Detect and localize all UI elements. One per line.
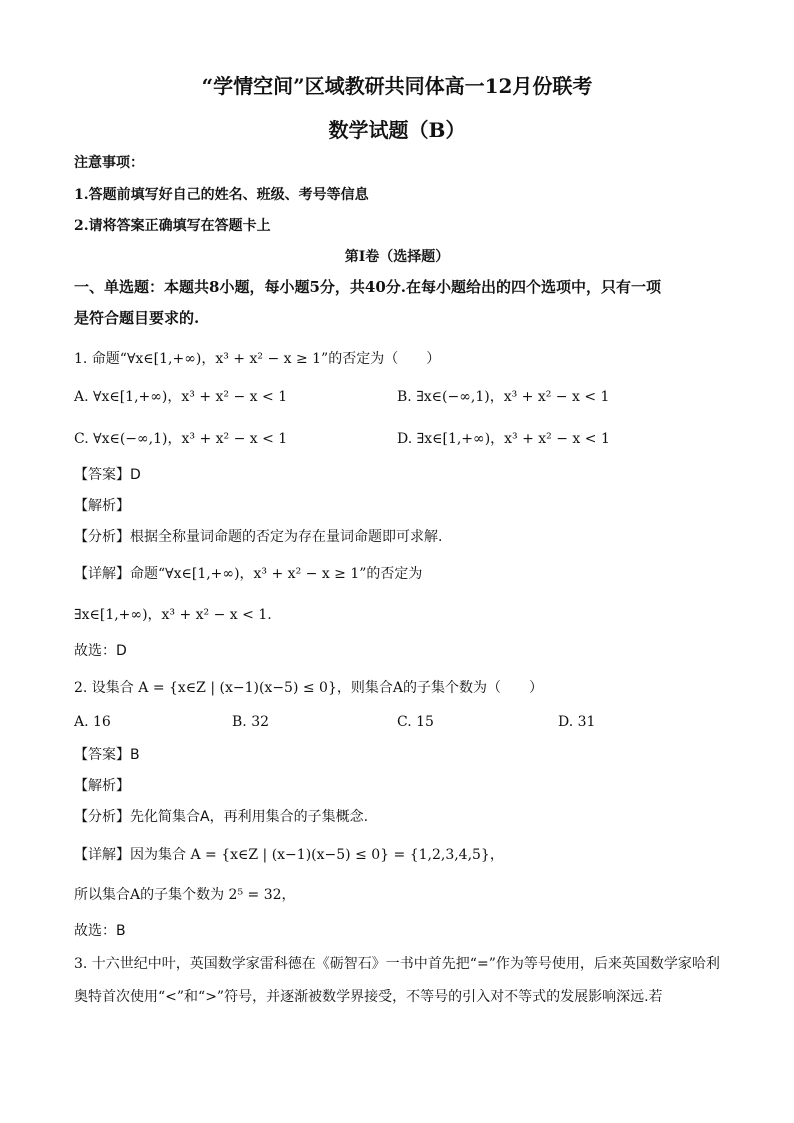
- q1-option-d: D. ∃x∈[1,+∞)，x³ + x² − x < 1: [397, 431, 610, 447]
- exam-title: “学情空间”区域教研共同体高一12月份联考: [201, 74, 593, 98]
- q2-stem: 2. 设集合 A = {x∈Z | (x−1)(x−5) ≤ 0}，则集合A的子集个数为（ ）: [74, 680, 543, 696]
- notice-heading: 注意事项：: [74, 155, 144, 171]
- q1-detail-line-1: 【详解】命题“∀x∈[1,+∞)，x³ + x² − x ≥ 1”的否定为: [74, 566, 423, 582]
- section-instruction-line-1: 一、单选题：本题共8小题，每小题5分，共40分.在每小题给出的四个选项中，只有一项: [74, 278, 661, 296]
- q1-option-b: B. ∃x∈(−∞,1)，x³ + x² − x < 1: [397, 389, 610, 405]
- q1-fenxi: 【分析】根据全称量词命题的否定为存在量词命题即可求解.: [74, 529, 443, 545]
- q1-option-c: C. ∀x∈(−∞,1)，x³ + x² − x < 1: [74, 431, 288, 447]
- q2-option-d: D. 31: [558, 714, 596, 730]
- exam-subtitle: 数学试题（B）: [328, 118, 466, 142]
- q1-analysis-tag: 【解析】: [74, 498, 130, 514]
- q1-choose: 故选：D: [74, 643, 127, 659]
- q2-detail-line-1: 【详解】因为集合 A = {x∈Z | (x−1)(x−5) ≤ 0} = {1,2,3,4,5}，: [74, 847, 504, 863]
- q3-line-2: 奥特首次使用“<”和“>”符号，并逐渐被数学界接受，不等号的引入对不等式的发展影响深远.若: [74, 989, 663, 1005]
- q2-detail-line-2: 所以集合A的子集个数为 2⁵ = 32，: [74, 887, 296, 903]
- q1-stem: 1. 命题“∀x∈[1,+∞)，x³ + x² − x ≥ 1”的否定为（ ）: [74, 351, 441, 367]
- q2-answer: 【答案】B: [74, 747, 140, 763]
- q2-option-c: C. 15: [397, 714, 434, 730]
- q2-fenxi: 【分析】先化简集合A，再利用集合的子集概念.: [74, 809, 369, 825]
- section-instruction-line-2: 是符合题目要求的.: [74, 309, 200, 327]
- q2-choose: 故选：B: [74, 923, 126, 939]
- q1-answer: 【答案】D: [74, 467, 141, 483]
- q1-option-a: A. ∀x∈[1,+∞)，x³ + x² − x < 1: [74, 389, 288, 405]
- q2-option-a: A. 16: [74, 714, 111, 730]
- q2-option-b: B. 32: [232, 714, 270, 730]
- section-title: 第Ⅰ卷（选择题）: [344, 249, 450, 265]
- q3-line-1: 3. 十六世纪中叶，英国数学家雷科德在《砺智石》一书中首先把“=”作为等号使用，后来英国数学家哈利: [74, 956, 720, 972]
- notice-item-1: 1.答题前填写好自己的姓名、班级、考号等信息: [74, 187, 369, 203]
- notice-item-2: 2.请将答案正确填写在答题卡上: [74, 218, 271, 234]
- q2-analysis-tag: 【解析】: [74, 778, 130, 794]
- q1-detail-line-2: ∃x∈[1,+∞)，x³ + x² − x < 1.: [74, 607, 272, 623]
